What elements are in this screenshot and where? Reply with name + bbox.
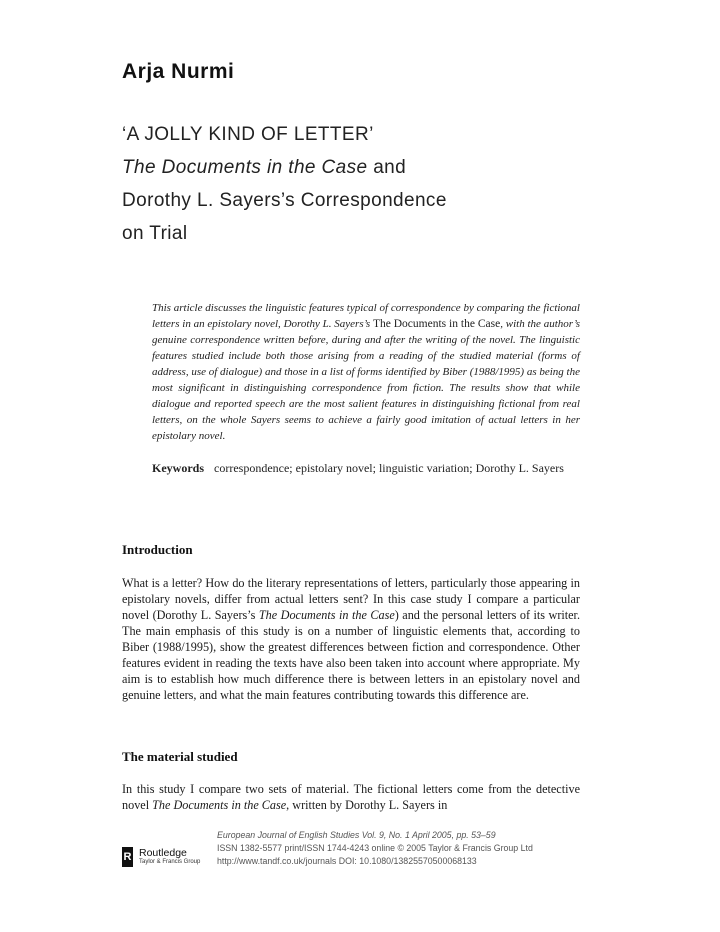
section-heading-introduction: Introduction [122, 542, 193, 557]
intro-text-1: What is a letter? How do the literary representations of letters, particularly those appearing in epistolary novels, differ from actual letters sent? In this case study I compare a particular novel (Dorothy L. Sayers’s [122, 576, 580, 622]
keywords-label: Keywords [152, 461, 204, 475]
abstract-part-2: , with the author’s genuine correspondence written before, during and after the writing of the novel. The linguistic features studied include both those arising from a reading of the studied material (forms of address, use of dialogue) and those in a list of forms identified by Biber (1988/1995) as being the most significant in distinguishing correspondence from fiction. The results show that while dialogue and reported speech are the most salient features in distinguishing fictional from real letters, on the whole Sayers seems to achieve a fairly good imitation of actual letters in her epistolary novel. [152, 318, 581, 442]
section-heading-material: The material studied [122, 749, 238, 764]
keywords-text: correspondence; epistolary novel; linguistic variation; Dorothy L. Sayers [214, 461, 564, 475]
introduction-paragraph [122, 575, 580, 703]
title-line-4: on Trial [122, 223, 188, 244]
intro-text-2: ) and the personal letters of its writer. The main emphasis of this study is on a number of linguistic elements that, according to Biber (1988/1995), show the greatest differences between fiction and correspondence. Other features evident in reading the texts have also been taken into account where appropriate. My aim is to establish how much difference there is between letters in an epistolary novel and genuine letters, and what the main features contributing towards this difference are. [122, 608, 580, 702]
abstract [152, 300, 580, 444]
title-line-3: Dorothy L. Sayers’s Correspondence [122, 190, 447, 211]
routledge-r-icon: R [122, 847, 133, 867]
intro-novel-title: The Documents in the Case [258, 608, 395, 622]
doi-line: http://www.tandf.co.uk/journals DOI: 10.1080/13825570500068133 [217, 856, 477, 866]
title-novel-name: The Documents in the Case [122, 157, 368, 178]
abstract-part-1: This article discusses the linguistic features typical of correspondence by comparing the fictional letters in an epistolary novel, Dorothy L. Sayers’s [152, 302, 580, 330]
keywords [152, 460, 580, 477]
title-line-2-rest: and [367, 157, 407, 178]
material-text-1: In this study I compare two sets of material. The fictional letters come from the detective novel [122, 782, 580, 812]
issn-line: ISSN 1382-5577 print/ISSN 1744-4243 online © 2005 Taylor & Francis Group Ltd [217, 843, 533, 853]
publisher-logo [122, 847, 202, 869]
article-title [122, 118, 642, 250]
citation-footer [217, 829, 597, 868]
material-paragraph [122, 781, 580, 813]
title-line-1: ‘A JOLLY KIND OF LETTER’ [122, 124, 374, 145]
title-line-2 [122, 151, 642, 184]
publisher-group: Taylor & Francis Group [139, 859, 201, 865]
author-name: Arja Nurmi [122, 60, 235, 83]
material-novel-title: The Documents in the Case [152, 798, 287, 812]
journal-citation: European Journal of English Studies Vol. 9, No. 1 April 2005, pp. 53–59 [217, 830, 496, 840]
publisher-name: Routledge [139, 847, 187, 859]
abstract-novel-title: The Documents in the Case [372, 318, 501, 330]
material-text-2: , written by Dorothy L. Sayers in [286, 798, 448, 812]
